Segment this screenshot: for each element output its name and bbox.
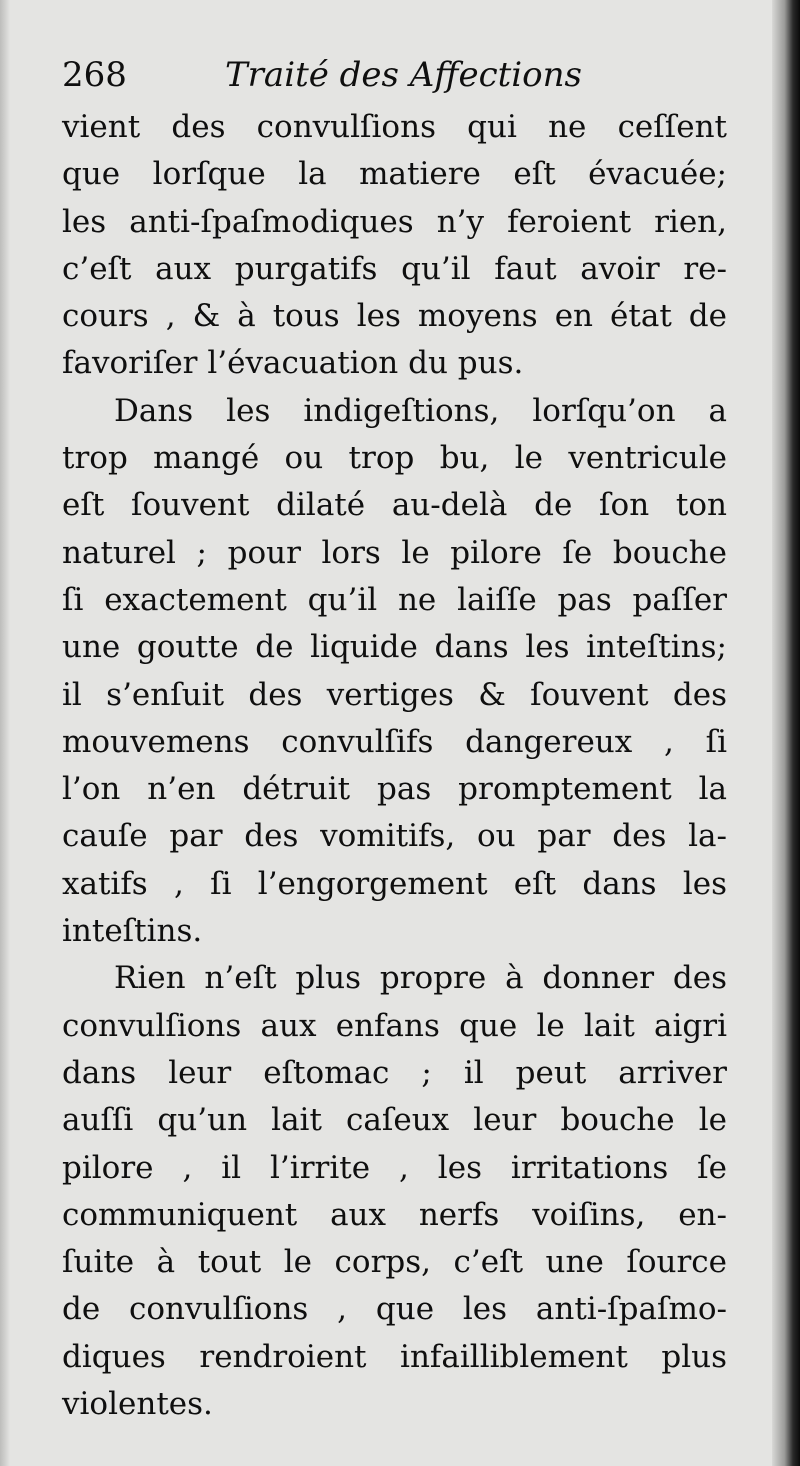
page-number: 268 (62, 55, 127, 95)
text-line: diques rendroient infailliblement plus (62, 1338, 727, 1375)
text-line: l’on n’en détruit pas promptement la (62, 771, 727, 808)
page-header (62, 50, 722, 100)
text-line: trop mangé ou trop bu, le ventricule (62, 440, 727, 477)
page-left-shadow (0, 0, 10, 1466)
text-line: mouvemens convulſifs dangereux , ſi (62, 723, 727, 760)
text-line: une goutte de liquide dans les inteſtins; (62, 629, 727, 666)
running-title: Traité des Affections (225, 55, 582, 95)
text-line: naturel ; pour lors le pilore ſe bouche (62, 534, 727, 571)
text-line: violentes. (62, 1386, 213, 1423)
text-line: que lorſque la matiere eſt évacuée; (62, 156, 727, 193)
text-line: Dans les indigeſtions, lorſqu’on a (114, 392, 727, 429)
body-text (62, 104, 727, 1428)
text-line: auſſi qu’un lait caſeux leur bouche le (62, 1102, 727, 1139)
text-line: vient des convulſions qui ne ceſſent (62, 109, 727, 145)
text-line: pilore , il l’irrite , les irritations ſe (62, 1149, 727, 1186)
text-line: il s’enſuit des vertiges & ſouvent des (62, 676, 727, 713)
text-line: favoriſer l’évacuation du pus. (62, 345, 524, 382)
text-line: dans leur eſtomac ; il peut arriver (62, 1054, 727, 1091)
text-line: ſuite à tout le corps, c’eſt une ſource (62, 1244, 727, 1281)
text-line: les anti-ſpaſmodiques n’y feroient rien, (62, 203, 727, 240)
text-line: convulſions aux enfans que le lait aigri (62, 1007, 727, 1044)
text-line: ſi exactement qu’il ne laiſſe pas paſſer (62, 581, 727, 618)
text-line: cauſe par des vomitifs, ou par des la- (62, 818, 727, 855)
text-line: de convulſions , que les anti-ſpaſmo- (62, 1291, 727, 1328)
text-line: cours , & à tous les moyens en état de (62, 298, 727, 335)
text-line: eſt ſouvent dilaté au-delà de ſon ton (62, 487, 727, 524)
text-line: communiquent aux nerfs voiſins, en- (62, 1196, 727, 1233)
page-gutter-shadow (772, 0, 800, 1466)
text-line: xatifs , ſi l’engorgement eſt dans les (62, 865, 727, 902)
text-line: Rien n’eſt plus propre à donner des (114, 960, 727, 997)
text-line: c’eſt aux purgatifs qu’il faut avoir re- (62, 250, 727, 287)
text-line: inteſtins. (62, 913, 203, 950)
